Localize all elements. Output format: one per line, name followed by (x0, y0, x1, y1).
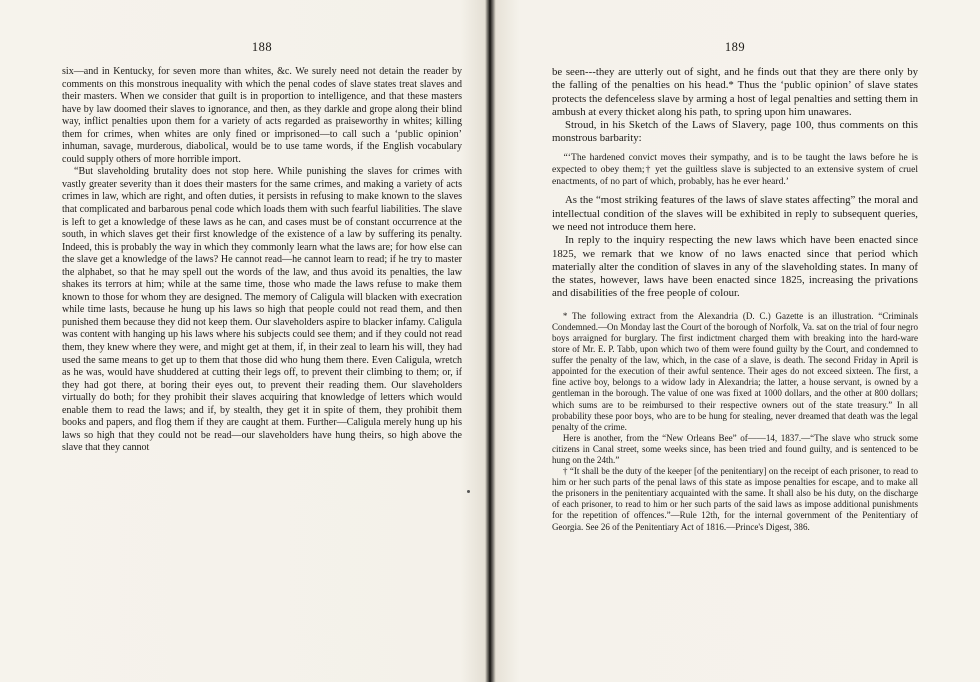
footnotes (552, 311, 918, 533)
left-page-text (62, 66, 462, 455)
paragraph: As the “most striking features of the laws of slave states affecting” the moral and intellectual condition of the slaves will be exhibited in reply to subsequent queries, we need not introduce them here. (552, 194, 918, 233)
right-page (552, 0, 918, 682)
book-gutter (485, 0, 495, 682)
paragraph: In reply to the inquiry respecting the new laws which have been enacted since 1825, we remark that we know of no laws enacted since that period which materially alter the condition of slaves in any of the slaveholding states. In many of the states, however, laws have been enacted since 1825, increasing the privations and disabilities of the free people of colour. (552, 234, 918, 300)
footnote: * The following extract from the Alexandria (D. C.) Gazette is an illustration. “Criminals Condemned.—On Monday last the Court of the borough of Norfolk, Va. sat on the trial of four negro boys arraigned for burglary. The first indictment charged them with breaking into the hard-ware store of Mr. E. P. Tabb, upon which two of them were found guilty by the Court, and condemned to suffer the penalty of the law, which, in the case of a slave, is death. The second Friday in April is appointed for the execution of their awful sentence. Their ages do not exceed sixteen. The first, a fine active boy, belongs to a widow lady in Alexandria; the latter, a house servant, is owned by a gentleman in the borough. The value of one was fixed at 1000 dollars, and the other at 800 dollars; which sums are to be reimbursed to their respective owners out of the state treasury.” In all probability these poor boys, who are to be hung for stealing, never dreamed that death was the legal penalty of the crime. (552, 310, 918, 432)
left-page-number: 188 (251, 40, 273, 54)
right-main-text-continued (552, 194, 918, 300)
stroud-intro: Stroud, in his Sketch of the Laws of Slavery, page 100, thus comments on this monstrous barbarity: (552, 119, 918, 145)
ink-speck (467, 490, 470, 493)
block-quote (552, 152, 918, 189)
left-page (62, 0, 462, 682)
paragraph: six—and in Kentucky, for seven more than whites, &c. We surely need not detain the reader by comments on this monstrous inequality with which the penal codes of slave states treat slaves and their masters. When we consider that guilt is in proportion to intelligence, and that these masters have by law doomed their slaves to ignorance, and then, as they darkle and grope along their blind way, inflict penalties upon them for a variety of acts regarded as praiseworthy in whites; killing them for crimes, when whites are only fined or imprisoned—to call such a ‘public opinion’ inhuman, savage, murderous, diabolical, would be to use tame words, if the English vocabulary could supply others of more horrible import. (62, 66, 462, 165)
right-page-number: 189 (724, 40, 746, 54)
paragraph: “But slaveholding brutality does not stop here. While punishing the slaves for crimes with vastly greater severity than it does their masters for the same crimes, and making a variety of acts crimes in law, which are right, and often duties, it persists in refusing to make known to the slaves that complicated and barbarous penal code which loads them with such fearful liabilities. The slave is left to get a knowledge of these laws as he can, and cases must be of constant occurrence at the south, in which slaves get their first knowledge of the existence of a law by suffering its penalty. Indeed, this is probably the way in which they commonly learn what the laws are; for how else can the slave get a knowledge of the laws? He cannot read—he cannot learn to read; if he try to master the alphabet, so that he may spell out the words of the law, and thus avoid its penalties, the law shakes its terrors at him; while at the same time, those who made the laws refuse to make them known to those for whom they are designed. The memory of Caligula will blacken with execration while time lasts, because he hung up his laws so high that people could not read them, and then punished them because they did not keep them. Our slaveholders aspire to blacker infamy. Caligula was content with hanging up his laws where his subjects could see them; and if they could not read them, they knew where they were, and might get at them, if, in their zeal to learn his will, they had used the same means to get up to them that those did who hung them there. Even Caligula, wretch as he was, would have shuddered at cutting their legs off, to prevent their climbing to them; or, if they had got there, at boring their eyes out, to prevent their reading them. Our slaveholders virtually do both; for they prohibit their slaves acquiring that knowledge of letters which would enable them to read the laws; and if, by stealth, they get it in spite of them, they prohibit them books and papers, and flog them if they are caught at them. Further—Caligula merely hung up his laws so high that they could not be read—our slaveholders have hung theirs, so high above the slave that they cannot (62, 166, 462, 454)
footnote: † “It shall be the duty of the keeper [of the penitentiary] on the receipt of each prisoner, to read to him or her such parts of the penal laws of this state as impose penalties for escape, and to make all the prisoners in the penitentiary acquainted with the same. It shall also be his duty, on the discharge of each prisoner, to read to him or her such parts of the said laws as impose additional punishments for the repetition of offences.”—Rule 12th, for the internal government of the Penitentiary of Georgia. See 26 of the Penitentiary Act of 1816.—Prince's Digest, 386. (552, 466, 918, 532)
right-main-text (552, 66, 918, 146)
paragraph: be seen---they are utterly out of sight, and he finds out that they are there only by the falling of the penalties on his head.* Thus the ‘public opinion’ of slave states protects the defenceless slave by arming a host of legal penalties and setting them in ambush at every thicket along his path, to spring upon him unawares. (552, 66, 918, 118)
footnote: Here is another, from the “New Orleans Bee” of——14, 1837.—“The slave who struck some citizens in Canal street, some weeks since, has been tried and found guilty, and is sentenced to be hung on the 24th.” (552, 432, 918, 465)
quote-text: “‘The hardened convict moves their sympathy, and is to be taught the laws before he is expected to obey them;† yet the guiltless slave is subjected to an extensive system of cruel enactments, of no part of which, probably, has he ever heard.’ (552, 151, 918, 188)
right-page-text (552, 66, 918, 533)
